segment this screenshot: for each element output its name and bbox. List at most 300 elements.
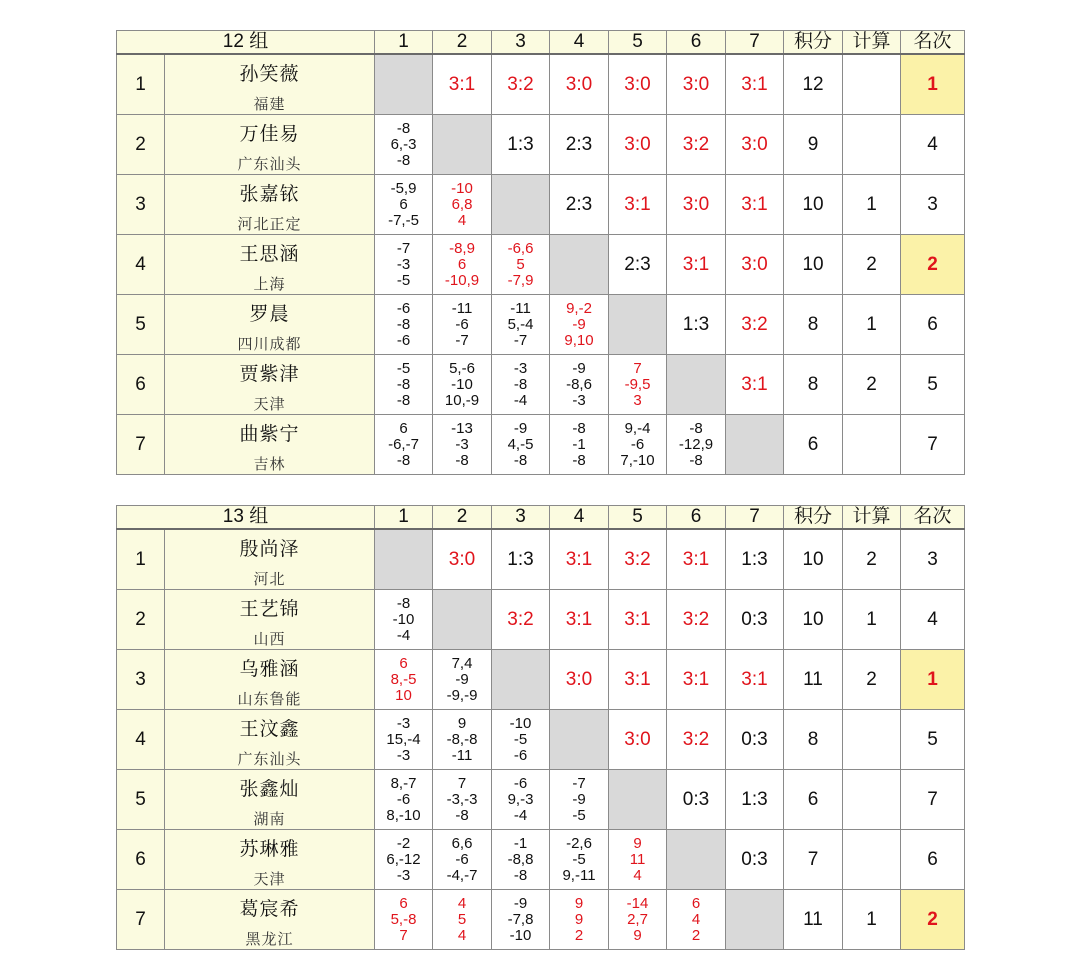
game-score-line: -8: [396, 151, 411, 169]
game-score-line: 4,-5: [507, 435, 534, 453]
game-score-line: 9: [633, 926, 642, 944]
player-number: 4: [117, 235, 165, 295]
column-header: 2: [433, 506, 492, 530]
game-score-line: 6: [399, 195, 408, 213]
game-scores: [492, 355, 550, 415]
match-result: 0:3: [726, 710, 784, 770]
match-result: 1:3: [726, 770, 784, 830]
match-result: 3:1: [726, 355, 784, 415]
game-scores: [492, 830, 550, 890]
rank-cell: 1: [901, 54, 965, 115]
player-cell: [165, 830, 375, 890]
game-score-line: -10: [509, 926, 532, 944]
match-result: 3:2: [492, 54, 550, 115]
game-score-line: -7,-5: [388, 211, 419, 229]
player-team: 四川成都: [237, 334, 302, 353]
player-cell: [165, 650, 375, 710]
game-score-line: 9,-4: [624, 419, 651, 437]
game-score-line: 9,-3: [507, 790, 534, 808]
calc-cell: 2: [843, 235, 901, 295]
player-row: [117, 415, 965, 475]
game-score-line: -8: [572, 451, 586, 469]
game-score-line: 5: [457, 910, 467, 928]
game-score-line: 10,-9: [444, 391, 480, 409]
points-cell: 10: [784, 235, 843, 295]
column-header: 计算: [843, 31, 901, 55]
player-row: [117, 830, 965, 890]
rank-cell: 2: [901, 235, 965, 295]
game-scores: [550, 890, 609, 950]
column-header: 7: [726, 31, 784, 55]
game-score-line: -9,5: [624, 375, 651, 393]
game-scores: [492, 770, 550, 830]
game-score-line: -9: [572, 315, 586, 333]
game-score-line: -3: [396, 746, 411, 764]
calc-cell: 1: [843, 175, 901, 235]
column-header: 5: [609, 31, 667, 55]
group-12-table-wrap: [116, 30, 964, 475]
game-scores: [375, 295, 433, 355]
game-score-line: -6: [455, 315, 469, 333]
header-row: [117, 506, 965, 530]
self-match-cell: [726, 415, 784, 475]
game-score-line: -10: [451, 179, 473, 197]
player-name: 曲紫宁: [239, 422, 300, 445]
game-scores: [550, 295, 609, 355]
group-table: [116, 505, 965, 950]
game-scores: [609, 830, 667, 890]
rank-cell: 6: [901, 295, 965, 355]
game-score-line: 7,-10: [620, 451, 655, 469]
group-table: [116, 30, 965, 475]
rank-cell: 4: [901, 590, 965, 650]
game-scores: [433, 415, 492, 475]
self-match-cell: [375, 529, 433, 590]
rank-cell: 5: [901, 710, 965, 770]
game-score-line: -8,9: [449, 239, 475, 257]
self-match-cell: [609, 770, 667, 830]
game-score-line: -9: [513, 894, 528, 912]
self-match-cell: [609, 295, 667, 355]
match-result: 3:0: [726, 115, 784, 175]
self-match-cell: [726, 890, 784, 950]
column-header: 3: [492, 31, 550, 55]
calc-cell: 1: [843, 295, 901, 355]
match-result: 3:1: [550, 590, 609, 650]
game-score-line: -7: [572, 774, 586, 792]
calc-cell: [843, 770, 901, 830]
game-score-line: 6,6: [451, 834, 473, 852]
game-scores: [550, 415, 609, 475]
player-number: 5: [117, 295, 165, 355]
group-title: 13 组: [117, 506, 375, 530]
game-score-line: 8,-5: [390, 670, 417, 688]
player-team: 广东汕头: [237, 749, 302, 768]
game-score-line: -8: [396, 594, 411, 612]
column-header: 1: [375, 506, 433, 530]
player-team: 上海: [253, 274, 286, 293]
column-header: 积分: [784, 506, 843, 530]
points-cell: 6: [784, 770, 843, 830]
game-score-line: 6: [399, 654, 408, 672]
player-row: [117, 175, 965, 235]
game-score-line: -8,-8: [446, 730, 478, 748]
game-score-line: -4: [396, 626, 411, 644]
player-name: 张鑫灿: [239, 777, 300, 800]
game-score-line: -4: [513, 391, 528, 409]
match-result: 3:2: [667, 710, 726, 770]
game-score-line: -7: [455, 331, 469, 349]
game-score-line: -6: [455, 850, 469, 868]
rank-cell: 4: [901, 115, 965, 175]
match-result: 3:2: [609, 529, 667, 590]
match-result: 3:1: [726, 54, 784, 115]
player-team: 河北正定: [237, 214, 302, 233]
calc-cell: [843, 115, 901, 175]
game-score-line: -5: [572, 806, 586, 824]
match-result: 2:3: [550, 175, 609, 235]
game-score-line: -8: [396, 451, 411, 469]
calc-cell: [843, 54, 901, 115]
game-score-line: -9: [455, 670, 469, 688]
player-number: 6: [117, 355, 165, 415]
match-result: 3:0: [667, 175, 726, 235]
match-result: 3:2: [492, 590, 550, 650]
self-match-cell: [550, 235, 609, 295]
game-score-line: 9: [574, 910, 584, 928]
game-scores: [492, 295, 550, 355]
game-score-line: -5: [572, 850, 586, 868]
game-score-line: 9,-11: [562, 866, 596, 884]
game-score-line: 4: [457, 894, 467, 912]
game-scores: [492, 710, 550, 770]
player-team: 天津: [253, 869, 286, 888]
game-score-line: 5: [516, 255, 525, 273]
self-match-cell: [667, 355, 726, 415]
game-score-line: 6: [457, 255, 467, 273]
game-score-line: -8,8: [507, 850, 534, 868]
game-score-line: -10: [392, 610, 415, 628]
player-team: 山东鲁能: [237, 689, 302, 708]
player-cell: [165, 529, 375, 590]
game-score-line: -8: [455, 806, 469, 824]
game-score-line: 9,-2: [566, 299, 592, 317]
game-scores: [667, 890, 726, 950]
self-match-cell: [492, 650, 550, 710]
game-score-line: 7,4: [451, 654, 473, 672]
match-result: 1:3: [726, 529, 784, 590]
game-score-line: -14: [626, 894, 649, 912]
game-scores: [609, 355, 667, 415]
column-header: 名次: [901, 31, 965, 55]
game-score-line: -9,-9: [446, 686, 478, 704]
game-score-line: -3: [396, 714, 411, 732]
player-team: 山西: [253, 629, 286, 648]
player-row: [117, 295, 965, 355]
player-cell: [165, 235, 375, 295]
game-score-line: 4: [691, 910, 701, 928]
game-score-line: -8: [572, 419, 586, 437]
game-score-line: -6,6: [507, 239, 534, 257]
game-score-line: 4: [457, 211, 467, 229]
game-score-line: 8,-10: [386, 806, 421, 824]
rank-cell: 3: [901, 175, 965, 235]
game-score-line: 8,-7: [390, 774, 417, 792]
self-match-cell: [375, 54, 433, 115]
column-header: 7: [726, 506, 784, 530]
player-name: 贾紫津: [239, 362, 300, 385]
game-score-line: -3: [396, 255, 411, 273]
points-cell: 8: [784, 710, 843, 770]
game-scores: [375, 115, 433, 175]
match-result: 3:0: [433, 529, 492, 590]
self-match-cell: [667, 830, 726, 890]
group-title: 12 组: [117, 31, 375, 55]
calc-cell: [843, 710, 901, 770]
player-team: 湖南: [253, 809, 286, 828]
match-result: 0:3: [726, 590, 784, 650]
game-score-line: -8: [513, 375, 528, 393]
game-score-line: -8: [689, 419, 703, 437]
game-score-line: 6: [399, 419, 408, 437]
match-result: 0:3: [667, 770, 726, 830]
game-scores: [375, 830, 433, 890]
calc-cell: [843, 415, 901, 475]
points-cell: 8: [784, 355, 843, 415]
rank-cell: 6: [901, 830, 965, 890]
match-result: 2:3: [550, 115, 609, 175]
game-score-line: 7: [457, 774, 467, 792]
match-result: 1:3: [667, 295, 726, 355]
game-score-line: 9: [457, 714, 467, 732]
player-number: 2: [117, 115, 165, 175]
game-scores: [375, 890, 433, 950]
game-score-line: -9: [572, 359, 586, 377]
player-number: 7: [117, 890, 165, 950]
game-scores: [375, 175, 433, 235]
game-score-line: -9: [513, 419, 528, 437]
player-name: 张嘉铱: [239, 182, 300, 205]
game-score-line: 9: [574, 894, 584, 912]
player-cell: [165, 710, 375, 770]
player-row: [117, 235, 965, 295]
player-row: [117, 590, 965, 650]
points-cell: 10: [784, 590, 843, 650]
points-cell: 8: [784, 295, 843, 355]
match-result: 3:0: [609, 710, 667, 770]
points-cell: 12: [784, 54, 843, 115]
game-scores: [667, 415, 726, 475]
game-score-line: -5: [396, 271, 411, 289]
game-score-line: -8: [396, 315, 411, 333]
game-scores: [433, 175, 492, 235]
match-result: 3:1: [609, 175, 667, 235]
player-cell: [165, 54, 375, 115]
player-cell: [165, 770, 375, 830]
game-score-line: 6,-3: [390, 135, 417, 153]
match-result: 3:0: [609, 54, 667, 115]
player-cell: [165, 415, 375, 475]
group-13-table-wrap: [116, 505, 964, 950]
match-result: 3:2: [667, 115, 726, 175]
player-row: [117, 710, 965, 770]
self-match-cell: [550, 710, 609, 770]
game-score-line: 5,-6: [449, 359, 475, 377]
game-score-line: -8: [513, 866, 528, 884]
column-header: 积分: [784, 31, 843, 55]
player-name: 王汶鑫: [239, 717, 300, 740]
rank-cell: 7: [901, 770, 965, 830]
column-header: 名次: [901, 506, 965, 530]
game-score-line: 2,7: [627, 910, 648, 928]
player-team: 广东汕头: [237, 154, 302, 173]
calc-cell: 2: [843, 529, 901, 590]
game-scores: [433, 770, 492, 830]
game-score-line: -1: [572, 435, 586, 453]
game-score-line: -6: [513, 746, 528, 764]
player-row: [117, 355, 965, 415]
game-scores: [492, 415, 550, 475]
match-result: 3:1: [726, 650, 784, 710]
game-score-line: -6,-7: [388, 435, 419, 453]
game-score-line: 5,-8: [390, 910, 417, 928]
game-score-line: 5,-4: [507, 315, 534, 333]
column-header: 6: [667, 506, 726, 530]
game-score-line: -4,-7: [446, 866, 478, 884]
player-team: 黑龙江: [245, 929, 294, 948]
game-score-line: -11: [510, 299, 531, 317]
game-scores: [492, 235, 550, 295]
player-team: 天津: [253, 394, 286, 413]
column-header: 3: [492, 506, 550, 530]
game-scores: [492, 890, 550, 950]
game-score-line: -7: [513, 331, 528, 349]
player-team: 吉林: [253, 454, 286, 473]
game-scores: [375, 770, 433, 830]
player-number: 7: [117, 415, 165, 475]
game-score-line: 9,10: [564, 331, 594, 349]
player-name: 罗晨: [249, 302, 290, 325]
game-score-line: -10: [509, 714, 532, 732]
game-score-line: 2: [691, 926, 701, 944]
game-scores: [433, 650, 492, 710]
game-score-line: -4: [513, 806, 528, 824]
game-score-line: -1: [513, 834, 528, 852]
game-score-line: -8: [396, 375, 411, 393]
points-cell: 6: [784, 415, 843, 475]
self-match-cell: [492, 175, 550, 235]
game-score-line: -8: [396, 119, 411, 137]
player-name: 万佳易: [239, 122, 300, 145]
game-score-line: 11: [629, 850, 646, 868]
game-scores: [375, 650, 433, 710]
game-scores: [550, 770, 609, 830]
game-score-line: -3: [455, 435, 469, 453]
game-score-line: -6: [513, 774, 528, 792]
match-result: 3:1: [667, 650, 726, 710]
game-scores: [609, 890, 667, 950]
game-score-line: -6: [396, 790, 411, 808]
calc-cell: 2: [843, 355, 901, 415]
match-result: 3:2: [726, 295, 784, 355]
game-score-line: -8: [513, 451, 528, 469]
game-scores: [375, 235, 433, 295]
game-score-line: -11: [451, 299, 473, 317]
points-cell: 11: [784, 650, 843, 710]
column-header: 6: [667, 31, 726, 55]
game-scores: [550, 830, 609, 890]
column-header: 2: [433, 31, 492, 55]
game-score-line: -5: [513, 730, 528, 748]
points-cell: 11: [784, 890, 843, 950]
game-score-line: -10: [451, 375, 473, 393]
game-score-line: -8: [455, 451, 469, 469]
game-scores: [433, 710, 492, 770]
game-scores: [433, 355, 492, 415]
column-header: 4: [550, 506, 609, 530]
game-score-line: -12,9: [678, 435, 714, 453]
player-row: [117, 650, 965, 710]
player-name: 王艺锦: [239, 597, 300, 620]
game-score-line: -6: [396, 299, 411, 317]
points-cell: 9: [784, 115, 843, 175]
player-name: 苏琳雅: [239, 837, 300, 860]
rank-cell: 1: [901, 650, 965, 710]
match-result: 3:0: [609, 115, 667, 175]
player-cell: [165, 355, 375, 415]
player-cell: [165, 175, 375, 235]
rank-cell: 7: [901, 415, 965, 475]
player-number: 3: [117, 650, 165, 710]
rank-cell: 3: [901, 529, 965, 590]
game-scores: [375, 415, 433, 475]
game-score-line: -5: [396, 359, 411, 377]
game-scores: [375, 710, 433, 770]
calc-cell: 2: [843, 650, 901, 710]
game-score-line: -7,8: [507, 910, 534, 928]
game-score-line: -3: [572, 391, 586, 409]
game-score-line: -11: [451, 746, 473, 764]
calc-cell: 1: [843, 890, 901, 950]
game-score-line: 6,-12: [386, 850, 421, 868]
points-cell: 10: [784, 529, 843, 590]
game-scores: [550, 355, 609, 415]
player-cell: [165, 295, 375, 355]
player-name: 孙笑薇: [239, 62, 300, 85]
column-header: 4: [550, 31, 609, 55]
game-score-line: -3: [513, 359, 528, 377]
player-name: 乌雅涵: [239, 657, 300, 680]
player-name: 葛宸希: [239, 897, 300, 920]
game-score-line: -3: [396, 866, 411, 884]
points-cell: 10: [784, 175, 843, 235]
match-result: 3:0: [550, 650, 609, 710]
match-result: 3:1: [550, 529, 609, 590]
game-score-line: -3,-3: [446, 790, 478, 808]
game-score-line: -7: [396, 239, 411, 257]
player-name: 殷尚泽: [239, 537, 300, 560]
game-scores: [375, 355, 433, 415]
game-score-line: 4: [457, 926, 467, 944]
game-score-line: 4: [633, 866, 642, 884]
game-score-line: 3: [633, 391, 642, 409]
game-score-line: -8: [689, 451, 703, 469]
player-row: [117, 54, 965, 115]
player-cell: [165, 590, 375, 650]
match-result: 3:1: [609, 650, 667, 710]
game-score-line: 2: [574, 926, 584, 944]
match-result: 3:1: [726, 175, 784, 235]
